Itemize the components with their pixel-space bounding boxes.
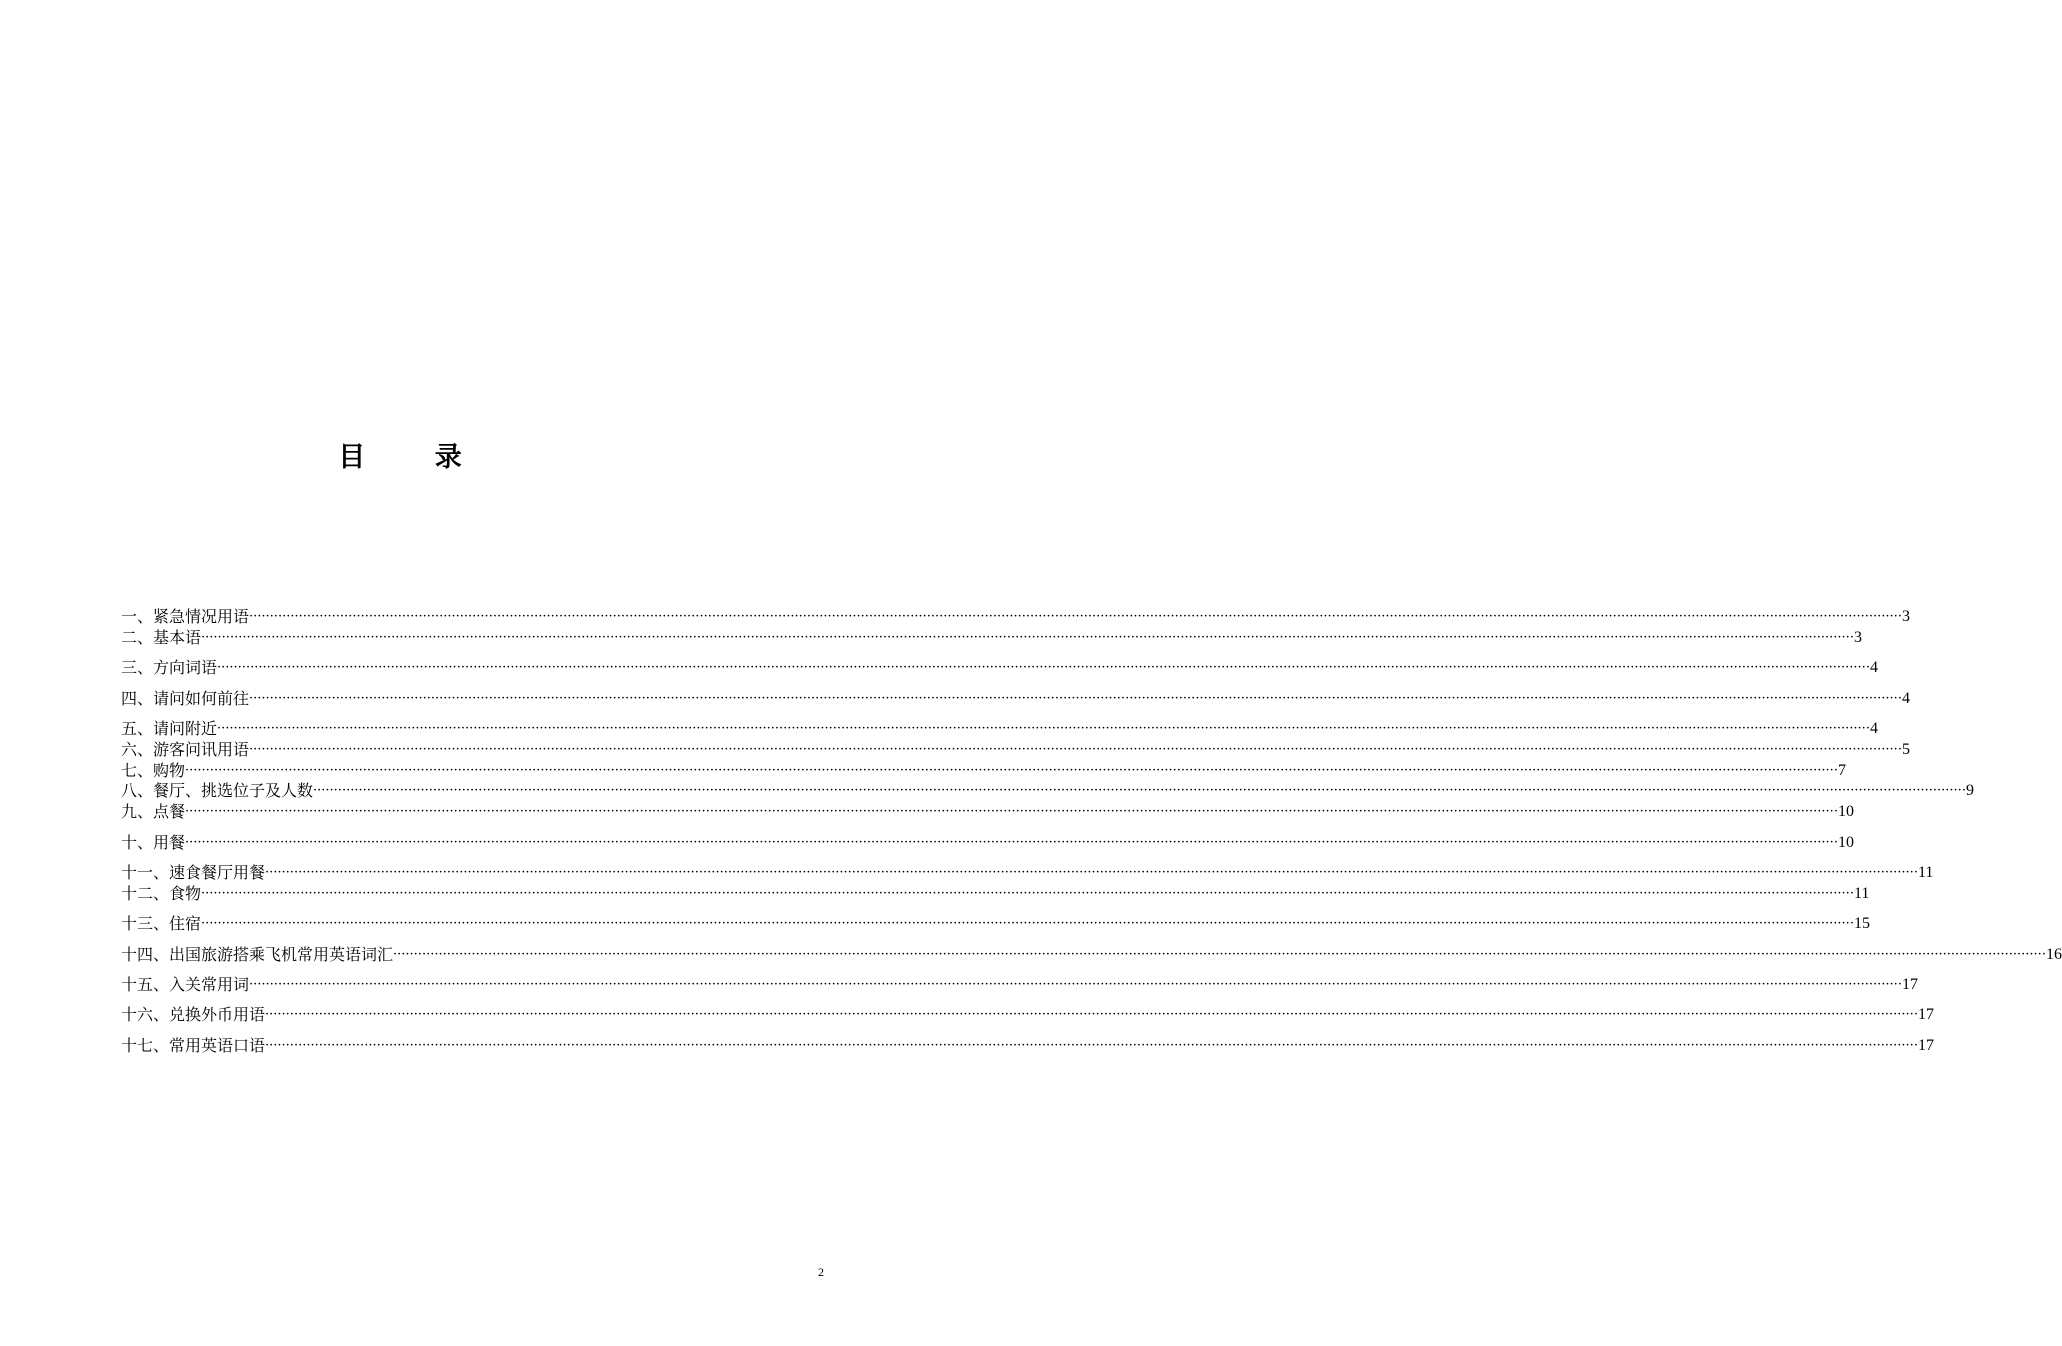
toc-entry[interactable] [121, 739, 1910, 760]
toc-leader-dots: ················································································································································································································································································································································································································ [201, 630, 1854, 645]
toc-entry-page: 11 [1853, 885, 1870, 902]
toc-entry-label: 十六、兑换外币用语 [121, 1005, 266, 1024]
toc-leader-dots: ················································································································································································································································································································································································································ [185, 804, 1838, 819]
toc-entry-page: 15 [1853, 915, 1870, 932]
toc-entry[interactable] [121, 974, 1918, 995]
toc-entry-page: 16 [2045, 946, 2062, 963]
toc-entry-label: 六、游客问讯用语 [121, 740, 250, 759]
toc-entry[interactable] [121, 883, 1870, 904]
toc-entry-page: 4 [1901, 690, 1910, 707]
toc-entry[interactable] [121, 718, 1878, 739]
toc-entry[interactable] [121, 913, 1870, 934]
toc-entry[interactable] [121, 657, 1878, 678]
toc-entry-label: 十四、出国旅游搭乘飞机常用英语词汇 [121, 945, 394, 964]
toc-entry[interactable] [121, 832, 1854, 853]
toc-entry-page: 7 [1837, 762, 1846, 779]
toc-entry[interactable] [121, 760, 1846, 781]
toc-leader-dots: ················································································································································································································································································································································································································ [249, 977, 1902, 992]
toc-title: 目 录 [338, 442, 492, 473]
toc-leader-dots: ················································································································································································································································································································································································································ [265, 1007, 1918, 1022]
toc-entry-page: 9 [1965, 782, 1974, 799]
toc-leader-dots: ················································································································································································································································································································································································································ [249, 742, 1902, 757]
toc-leader-dots: ················································································································································································································································································································································································································ [201, 886, 1854, 901]
toc-entry-label: 十一、速食餐厅用餐 [121, 863, 266, 882]
toc-leader-dots: ················································································································································································································································································································································································································ [393, 947, 2046, 962]
toc-entry-page: 3 [1901, 608, 1910, 625]
toc-leader-dots: ················································································································································································································································································································································································································ [217, 721, 1870, 736]
toc-entry[interactable] [121, 1035, 1934, 1056]
toc-entry-label: 十七、常用英语口语 [121, 1036, 266, 1055]
toc-leader-dots: ················································································································································································································································································································································································································ [313, 783, 1966, 798]
toc-entry-label: 十、用餐 [121, 833, 186, 852]
toc-entry-label: 二、基本语 [121, 628, 202, 647]
toc-entry-label: 十五、入关常用词 [121, 975, 250, 994]
toc-leader-dots: ················································································································································································································································································································································································································ [249, 691, 1902, 706]
toc-entry-label: 五、请问附近 [121, 719, 218, 738]
toc-entry[interactable] [121, 1004, 1934, 1025]
toc-leader-dots: ················································································································································································································································································································································································································ [217, 660, 1870, 675]
toc-leader-dots: ················································································································································································································································································································································································································ [265, 1038, 1918, 1053]
toc-entry-label: 十二、食物 [121, 884, 202, 903]
toc-entry[interactable] [121, 944, 2062, 965]
toc-entry-page: 4 [1869, 659, 1878, 676]
toc-entry-label: 八、餐厅、挑选位子及人数 [121, 781, 314, 800]
toc-entry[interactable] [121, 801, 1854, 822]
toc-entry-label: 三、方向词语 [121, 658, 218, 677]
toc-entry-label: 一、紧急情况用语 [121, 607, 250, 626]
toc-entry-page: 17 [1917, 1037, 1934, 1054]
toc-entry-page: 5 [1901, 741, 1910, 758]
toc-entry-label: 十三、住宿 [121, 914, 202, 933]
toc-entry[interactable] [121, 627, 1862, 648]
toc-leader-dots: ················································································································································································································································································································································································································ [265, 865, 1918, 880]
toc-entry-page: 3 [1853, 629, 1862, 646]
toc-entry-label: 七、购物 [121, 761, 186, 780]
toc-entry-page: 11 [1917, 864, 1934, 881]
toc-entry-label: 四、请问如何前往 [121, 689, 250, 708]
toc-leader-dots: ················································································································································································································································································································································································································ [201, 916, 1854, 931]
toc-leader-dots: ················································································································································································································································································································································································································ [249, 609, 1902, 624]
page-number: 2 [818, 1265, 824, 1279]
toc-entry-page: 10 [1837, 834, 1854, 851]
toc-entry-page: 17 [1917, 1006, 1934, 1023]
toc-entry-label: 九、点餐 [121, 802, 186, 821]
toc-entry-page: 4 [1869, 720, 1878, 737]
toc-entry-page: 10 [1837, 803, 1854, 820]
toc-entry[interactable] [121, 688, 1910, 709]
toc-entry[interactable] [121, 606, 1910, 627]
toc-entry[interactable] [121, 862, 1934, 883]
toc-leader-dots: ················································································································································································································································································································································································································ [185, 835, 1838, 850]
toc-entry-page: 17 [1901, 976, 1918, 993]
toc-entry[interactable] [121, 780, 1974, 801]
toc-leader-dots: ················································································································································································································································································································································································································ [185, 763, 1838, 778]
